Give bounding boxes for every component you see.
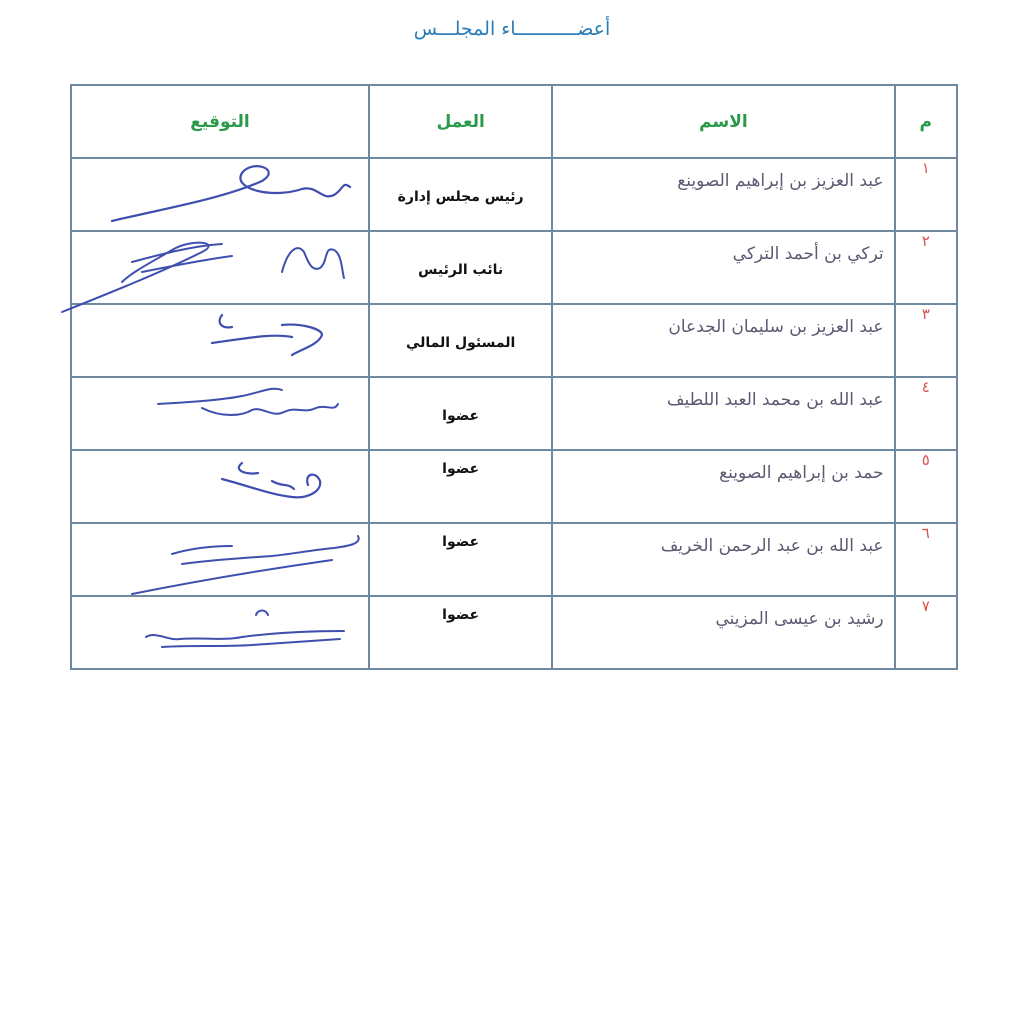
signature-4-image <box>72 378 368 449</box>
table-row <box>71 523 957 596</box>
row-number: ٣ <box>895 304 957 377</box>
table-row <box>71 596 957 669</box>
member-name <box>552 523 894 596</box>
page-title: أعضـــــــــــاء المجلـــس <box>413 18 611 40</box>
signature-cell <box>71 596 369 669</box>
member-name <box>552 304 894 377</box>
table-row <box>71 377 957 450</box>
member-job <box>369 158 552 231</box>
member-name-text: عبد الله بن محمد العبد اللطيف <box>666 390 884 410</box>
member-name <box>552 158 894 231</box>
member-job <box>369 304 552 377</box>
header-signature: التوقيع <box>71 85 369 158</box>
members-table <box>70 84 958 670</box>
member-job-text: عضوا <box>442 461 480 477</box>
member-name-text: رشيد بن عيسى المزيني <box>715 609 884 629</box>
member-job <box>369 377 552 450</box>
member-job <box>369 450 552 523</box>
member-name-text: حمد بن إبراهيم الصوينع <box>719 463 884 483</box>
member-name <box>552 377 894 450</box>
signature-cell <box>71 304 369 377</box>
member-job-text: عضوا <box>442 607 480 623</box>
signature-6-image <box>72 524 368 595</box>
member-name-text: تركي بن أحمد التركي <box>732 244 884 264</box>
signature-7-image <box>72 597 368 668</box>
member-job <box>369 231 552 304</box>
header-name: الاسم <box>552 85 894 158</box>
member-name <box>552 596 894 669</box>
signature-2-image <box>72 232 368 303</box>
member-name <box>552 450 894 523</box>
signature-cell <box>71 377 369 450</box>
table-row <box>71 450 957 523</box>
header-number: م <box>895 85 957 158</box>
member-job <box>369 523 552 596</box>
signature-cell <box>71 158 369 231</box>
table-row <box>71 158 957 231</box>
row-number: ٢ <box>895 231 957 304</box>
member-job-text: المسئول المالي <box>405 335 516 351</box>
signature-3-image <box>72 305 368 376</box>
row-number: ١ <box>895 158 957 231</box>
signature-1-image <box>72 159 368 230</box>
table-header-row <box>71 85 957 158</box>
member-name-text: عبد الله بن عبد الرحمن الخريف <box>660 536 884 556</box>
member-name <box>552 231 894 304</box>
row-number: ٤ <box>895 377 957 450</box>
member-job <box>369 596 552 669</box>
signature-5-image <box>72 451 368 522</box>
table-row <box>71 231 957 304</box>
member-name-text: عبد العزيز بن سليمان الجدعان <box>668 317 884 337</box>
row-number: ٧ <box>895 596 957 669</box>
table-row <box>71 304 957 377</box>
member-name-text: عبد العزيز بن إبراهيم الصوينع <box>677 171 884 191</box>
member-job-text: رئيس مجلس إدارة <box>397 189 524 205</box>
row-number: ٥ <box>895 450 957 523</box>
signature-cell <box>71 450 369 523</box>
member-job-text: عضوا <box>442 408 480 424</box>
member-job-text: عضوا <box>442 534 480 550</box>
header-job: العمل <box>369 85 552 158</box>
row-number: ٦ <box>895 523 957 596</box>
signature-cell <box>71 231 369 304</box>
member-job-text: نائب الرئيس <box>418 262 504 278</box>
signature-cell <box>71 523 369 596</box>
